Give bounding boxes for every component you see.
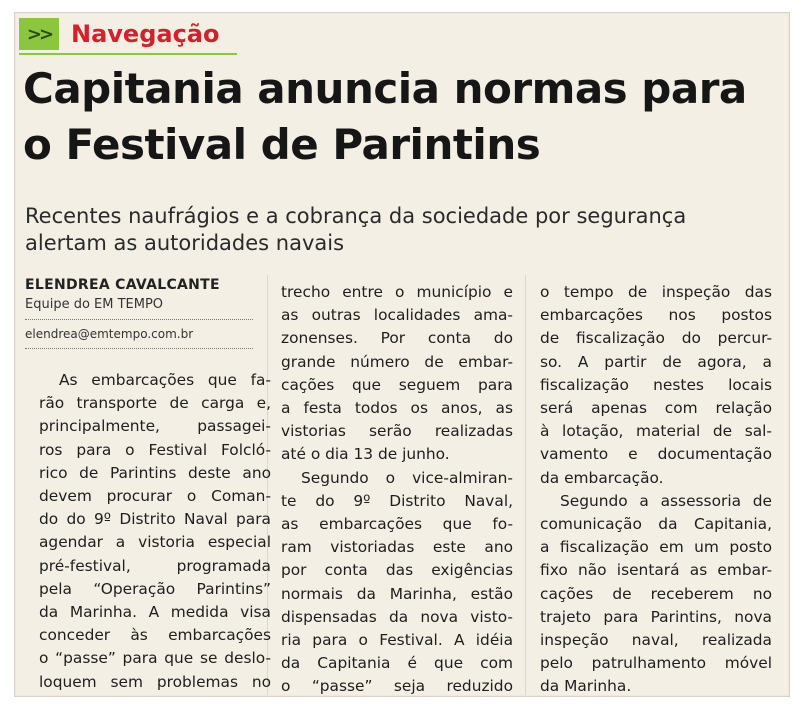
article-line: zonenses. Por conta do <box>281 329 513 348</box>
article-line: normais da Marinha, estão <box>281 584 513 603</box>
article-line: por conta das exigências <box>281 561 513 580</box>
article-line: trajeto para Parintins, nova <box>540 607 772 626</box>
article-line: so. A partir de agora, a <box>540 352 772 371</box>
article-line: comunicação da Capitania, <box>540 515 772 534</box>
article-line: inspeção naval, realizada <box>540 631 772 650</box>
article-line: da Marinha. <box>540 677 632 696</box>
article-line: te do 9º Distrito Naval, <box>281 491 513 510</box>
newspaper-clipping <box>14 12 790 697</box>
double-chevron-icon: >> <box>19 18 59 50</box>
article-line: cações de receberem no <box>540 584 772 603</box>
article-line: grande número de embar- <box>281 352 513 371</box>
article-line: pela “Operação Parintins” <box>39 579 271 598</box>
article-line: trecho entre o município e <box>281 283 513 301</box>
article-line: as outras localidades ama- <box>281 306 513 325</box>
article-line: até o dia 13 de junho. <box>281 445 450 464</box>
article-line: pelo patrulhamento móvel <box>540 654 772 673</box>
article-line: vistorias serão realizadas <box>281 422 513 441</box>
article-line: Segundo o vice-almiran- <box>301 468 513 487</box>
article-line: Segundo a assessoria de <box>560 491 772 510</box>
article-line: o tempo de inspeção das <box>540 283 772 301</box>
headline: Capitania anuncia normas para o Festival de Parintins <box>23 64 747 169</box>
article-line: devem procurar o Coman- <box>39 487 271 506</box>
article-line: dispensadas da nova visto- <box>281 607 513 626</box>
article-line: fiscalização nestes locais <box>540 375 772 394</box>
article-line: rão transporte de carga e, <box>39 394 271 413</box>
article-line: da embarcação. <box>540 468 664 487</box>
article-line: embarcações nos postos <box>540 306 772 325</box>
article-line: As embarcações que fa- <box>59 371 271 389</box>
byline-divider <box>25 319 253 320</box>
column-divider <box>525 275 526 695</box>
article-column-1 <box>39 369 271 694</box>
section-rule <box>19 53 237 55</box>
article-line: da Capitania é que com <box>281 654 513 673</box>
subheadline: Recentes naufrágios e a cobrança da sociedade por segurança alertam as autoridades navais <box>25 204 687 255</box>
article-line: da Marinha. A medida visa <box>39 603 271 622</box>
byline-author: ELENDREA CAVALCANTE <box>25 277 220 293</box>
section-tag <box>19 17 220 51</box>
article-line: cações que seguem para <box>281 375 513 394</box>
article-column-2 <box>281 281 513 697</box>
article-line: a fiscalização em um posto <box>540 538 772 557</box>
article-line: as embarcações que fo- <box>281 515 513 534</box>
article-line: ram vistoriadas este ano <box>281 538 513 557</box>
article-line: o “passe” seja reduzido <box>281 677 513 696</box>
article-line: pré-festival, programada <box>39 556 271 575</box>
article-line: conceder às embarcações <box>39 626 271 645</box>
article-line: a festa todos os anos, as <box>281 399 513 418</box>
article-line: será apenas com relação <box>540 399 772 418</box>
article-line: do do 9º Distrito Naval para <box>39 510 271 529</box>
article-column-3 <box>540 281 772 697</box>
article-line: o “passe” para que se deslo- <box>39 649 271 668</box>
article-line: ria para o Festival. A idéia <box>281 631 513 650</box>
section-label: Navegação <box>71 20 220 48</box>
article-line: ros para o Festival Folcló- <box>39 440 271 459</box>
article-line: de fiscalização do percur- <box>540 329 772 348</box>
byline <box>25 275 253 349</box>
article-line: rico de Parintins deste ano <box>39 463 271 482</box>
byline-email: elendrea@emtempo.com.br <box>25 327 194 341</box>
article-line: agendar a vistoria especial <box>39 533 271 552</box>
article-line: à lotação, material de sal- <box>540 422 772 441</box>
article-line: principalmente, passagei- <box>39 417 271 436</box>
byline-team: Equipe do EM TEMPO <box>25 297 164 312</box>
byline-divider <box>25 348 253 349</box>
article-line: loquem sem problemas no <box>39 672 271 691</box>
article-line: vamento e documentação <box>540 445 772 464</box>
article-line: fixo não isentará as embar- <box>540 561 772 580</box>
